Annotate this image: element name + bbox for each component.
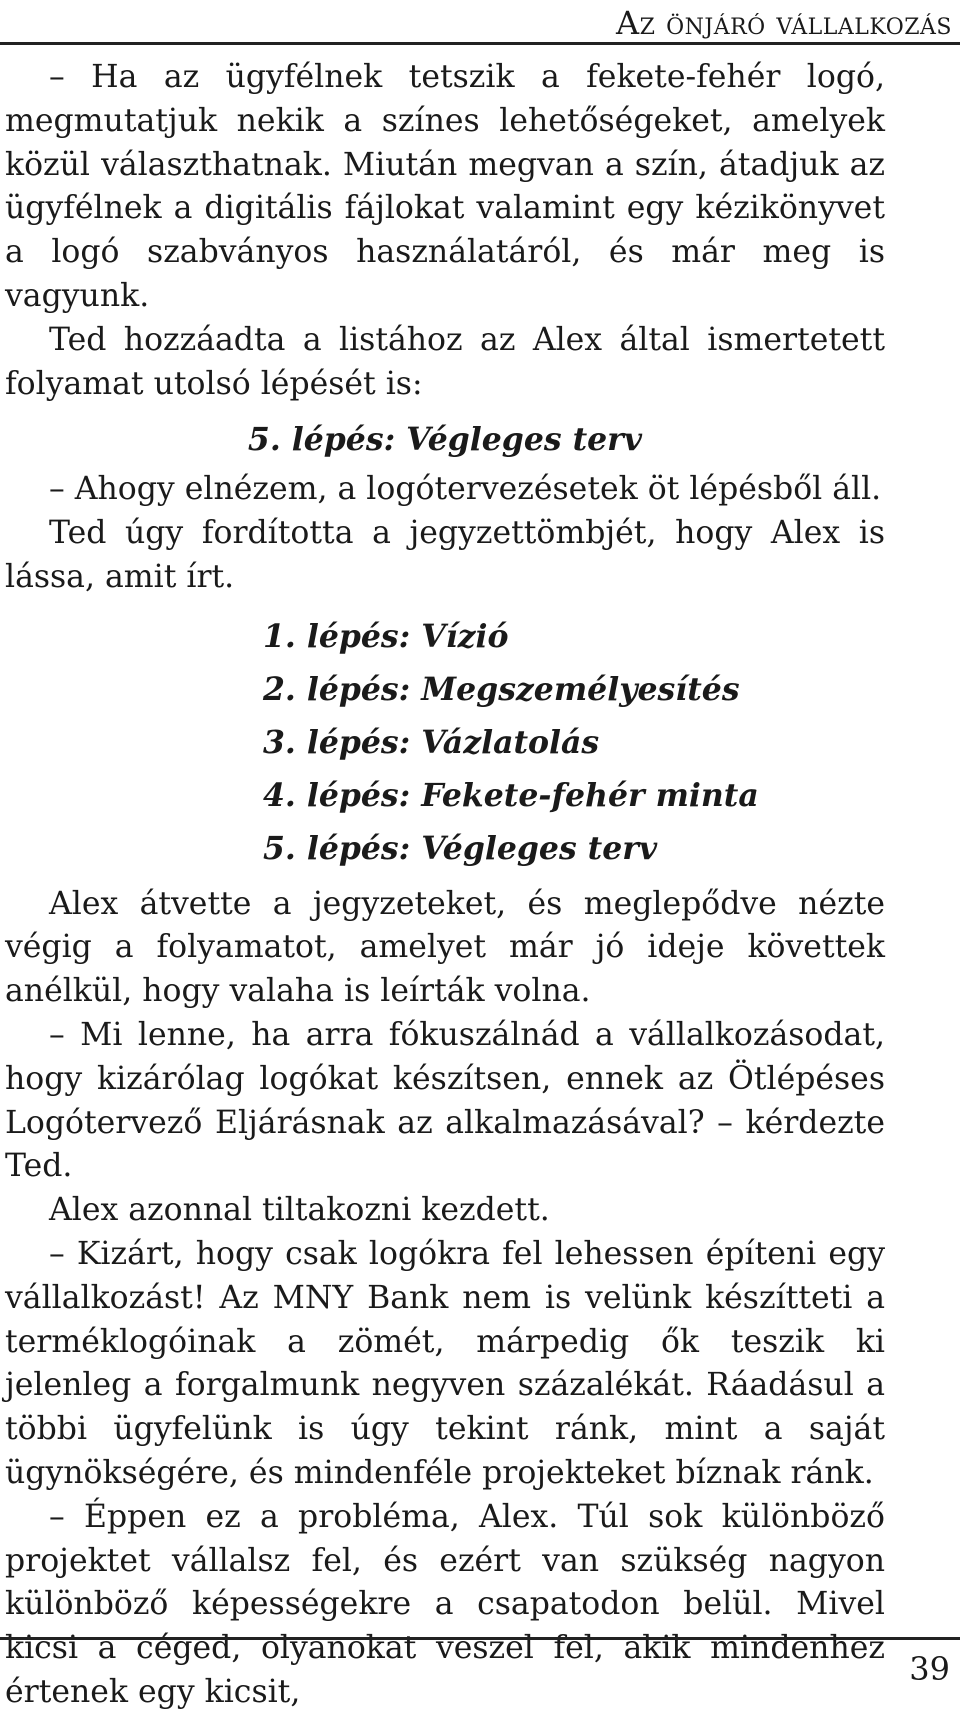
paragraph: – Éppen ez a probléma, Alex. Túl sok különböző projektet vállalsz fel, és ezért van szükség nagyon különböző képességekre a csapatodon belül. Mivel kicsi a céged, olyanokat veszel fel, akik mindenhez értenek egy kicsit, bbox=[5, 1498, 885, 1710]
paragraph: Alex átvette a jegyzeteket, és meglepődve nézte végig a folyamatot, amelyet már jó ideje követtek anélkül, hogy valaha is leírták volna. bbox=[5, 885, 885, 1010]
paragraph: Ted úgy fordította a jegyzettömbjét, hogy Alex is lássa, amit írt. bbox=[5, 514, 885, 595]
list-item: 5. lépés: Végleges terv bbox=[263, 829, 658, 867]
paragraph: – Ha az ügyfélnek tetszik a fekete-fehér logó, megmutatjuk nekik a színes lehetőségeket, amelyek közül választhatnak. Miután megvan a szín, átadjuk az ügyfélnek a digitális fájlokat valamint egy kézikönyvet a logó szabványos használatáról, és már meg is vagyunk. bbox=[5, 59, 885, 314]
header-rule bbox=[0, 42, 960, 45]
list-item: 1. lépés: Vízió bbox=[263, 617, 509, 655]
list-item: 4. lépés: Fekete-fehér minta bbox=[263, 776, 759, 814]
page-number: 39 bbox=[909, 1650, 950, 1688]
running-head: Az önjáró vállalkozás bbox=[616, 4, 952, 42]
list-item: 3. lépés: Vázlatolás bbox=[263, 723, 600, 761]
list-item: 2. lépés: Megszemélyesítés bbox=[263, 670, 740, 708]
step-heading: 5. lépés: Végleges terv bbox=[247, 421, 643, 459]
paragraph: – Mi lenne, ha arra fókuszálnád a vállalkozásodat, hogy kizárólag logókat készítsen, ennek az Ötlépéses Logótervező Eljárásnak az alkalmazásával? – kérdezte Ted. bbox=[5, 1016, 885, 1185]
paragraph: Alex azonnal tiltakozni kezdett. bbox=[49, 1192, 550, 1229]
paragraph: – Kizárt, hogy csak logókra fel lehessen építeni egy vállalkozást! Az MNY Bank nem is velünk készítteti a terméklogóinak a zömét, márpedig ők teszik ki jelenleg a forgalmunk negyven százalékát. Ráadásul a többi ügyfelünk is úgy tekint ránk, mint a saját ügynökségére, és mindenféle projekteket bíznak ránk. bbox=[5, 1235, 885, 1491]
footer-rule bbox=[0, 1637, 960, 1640]
step-list bbox=[5, 610, 885, 875]
paragraph: Ted hozzáadta a listához az Alex által ismertetett folyamat utolsó lépését is: bbox=[5, 321, 885, 402]
body-text bbox=[5, 56, 885, 1715]
paragraph: – Ahogy elnézem, a logótervezésetek öt lépésből áll. bbox=[49, 471, 882, 508]
